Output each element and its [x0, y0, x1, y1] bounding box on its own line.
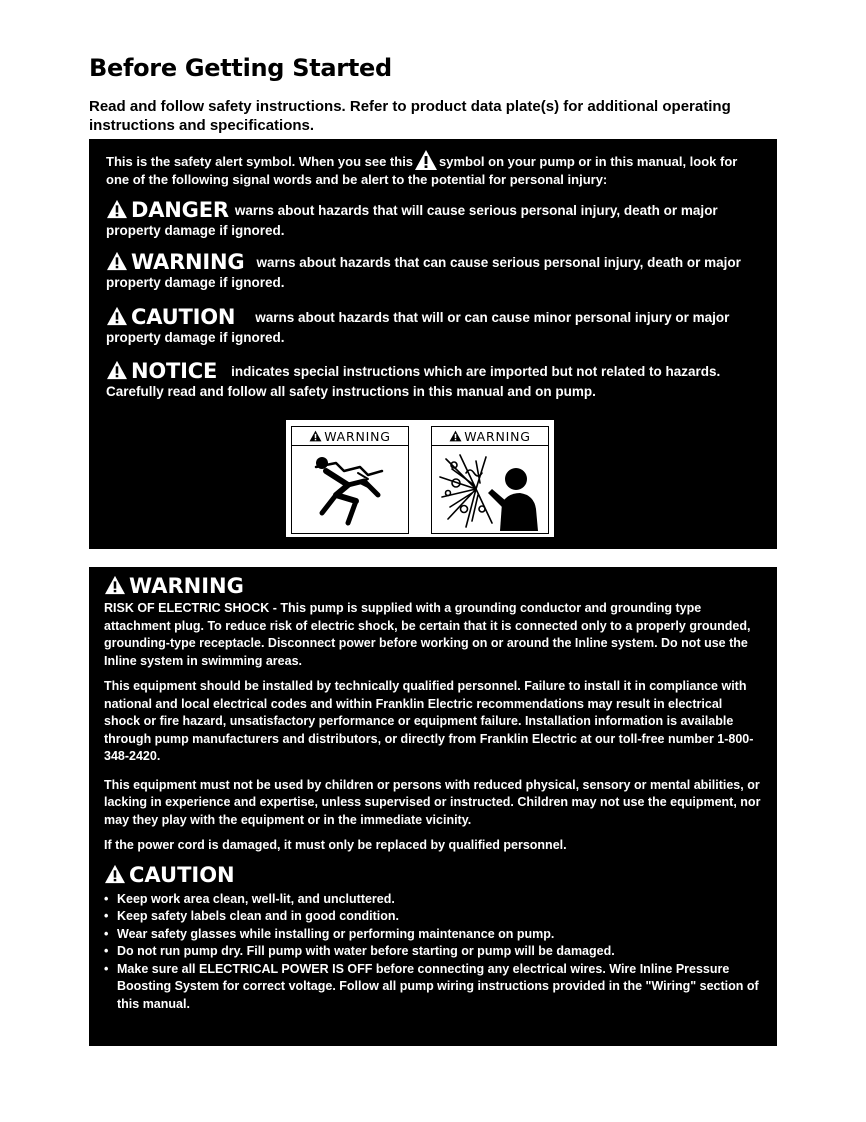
list-item: • Keep work area clean, well-lit, and uncluttered. — [104, 891, 761, 909]
warning-signs — [286, 420, 554, 537]
warning-heading-text: WARNING — [129, 574, 244, 598]
alert-intro-after: symbol on your pump or in this manual, look for one of the following signal words and be alert to the potential for personal injury: — [106, 154, 738, 187]
signal-caution — [106, 305, 761, 346]
signal-word-caution: CAUTION — [131, 305, 236, 329]
danger-alert-icon — [106, 199, 128, 219]
list-item: • Do not run pump dry. Fill pump with water before starting or pump will be damaged. — [104, 943, 761, 961]
warning-heading — [104, 574, 761, 598]
list-item: • Make sure all ELECTRICAL POWER IS OFF before connecting any electrical wires. Wire Inline Pressure Boosting System for correct voltage. Follow all pump wiring instructions provided in the "Wiring" section of this manual. — [104, 961, 761, 1014]
warning-sign-shock — [291, 426, 409, 534]
caution-heading — [104, 863, 761, 887]
warning-alert-icon — [106, 251, 128, 271]
sign-label: WARNING — [324, 428, 391, 444]
warning-paragraph-1 — [104, 600, 761, 670]
warning-paragraph-4: If the power cord is damaged, it must only be replaced by qualified personnel. — [104, 838, 567, 852]
explosion-icon — [436, 449, 544, 531]
signal-notice — [106, 359, 761, 400]
safety-alert-box — [89, 139, 777, 549]
signal-desc-danger: warns about hazards that will cause serious personal injury, death or major property damage if ignored. — [106, 203, 718, 238]
safety-alert-icon — [413, 149, 439, 171]
signal-desc-caution: warns about hazards that will or can cause minor personal injury or major property damage if ignored. — [106, 310, 730, 345]
sign-label: WARNING — [464, 428, 531, 444]
risk-lead: RISK OF ELECTRIC SHOCK - — [104, 601, 277, 615]
warning-sign-explosion — [431, 426, 549, 534]
page-title: Before Getting Started — [89, 54, 392, 82]
signal-desc-warning: warns about hazards that can cause serious personal injury, death or major property damage if ignored. — [106, 255, 741, 290]
list-item: • Keep safety labels clean and in good condition. — [104, 908, 761, 926]
notice-alert-icon — [106, 360, 128, 380]
signal-word-warning: WARNING — [131, 250, 245, 274]
signal-danger — [106, 198, 761, 239]
sign-alert-icon — [449, 430, 462, 442]
signal-word-notice: NOTICE — [131, 359, 218, 383]
warning-paragraph-2: This equipment should be installed by technically qualified personnel. Failure to install it in compliance with national and local electrical codes and within Franklin Electric recommendations may result in electrical shock or fire hazard, unsatisfactory performance or equipment failure. Installation information is available through pump manufacturers and distributors, or directly from Franklin Electric at our toll-free number 1-800-348-2420. — [104, 679, 754, 763]
alert-intro-before: This is the safety alert symbol. When you see this — [106, 154, 414, 169]
caution-alert-icon — [106, 306, 128, 326]
warning-paragraph-3: This equipment must not be used by children or persons with reduced physical, sensory or mental abilities, or lacking in experience and expertise, unless supervised or instructed. Children may not use the equipment, nor may they play with the equipment or in the immediate vicinity. — [104, 777, 761, 827]
signal-word-danger: DANGER — [131, 198, 229, 222]
caution-heading-icon — [104, 864, 126, 884]
list-item: • Wear safety glasses while installing or performing maintenance on pump. — [104, 926, 761, 944]
signal-desc-notice: indicates special instructions which are imported but not related to hazards. Carefully read and follow all safety instructions in this manual and on pump. — [106, 364, 721, 399]
warning-heading-icon — [104, 575, 126, 595]
caution-heading-text: CAUTION — [129, 862, 235, 887]
sign-alert-icon — [309, 430, 322, 442]
warning-paragraph-1-text: This pump is supplied with a grounding conductor and grounding type attachment plug. To reduce risk of electric shock, be certain that it is connected only to a properly grounded, grounding-type receptacle. Disconnect power before working on or around the Inline system. Do not use the Inline system in swimming areas. — [104, 601, 751, 668]
caution-list — [104, 891, 761, 1014]
electric-shock-icon — [296, 449, 404, 531]
page-subtitle: Read and follow safety instructions. Refer to product data plate(s) for additional operating instructions and specifications. — [89, 98, 731, 134]
warning-box — [89, 567, 777, 1046]
alert-intro — [106, 149, 761, 188]
signal-warning — [106, 250, 761, 291]
